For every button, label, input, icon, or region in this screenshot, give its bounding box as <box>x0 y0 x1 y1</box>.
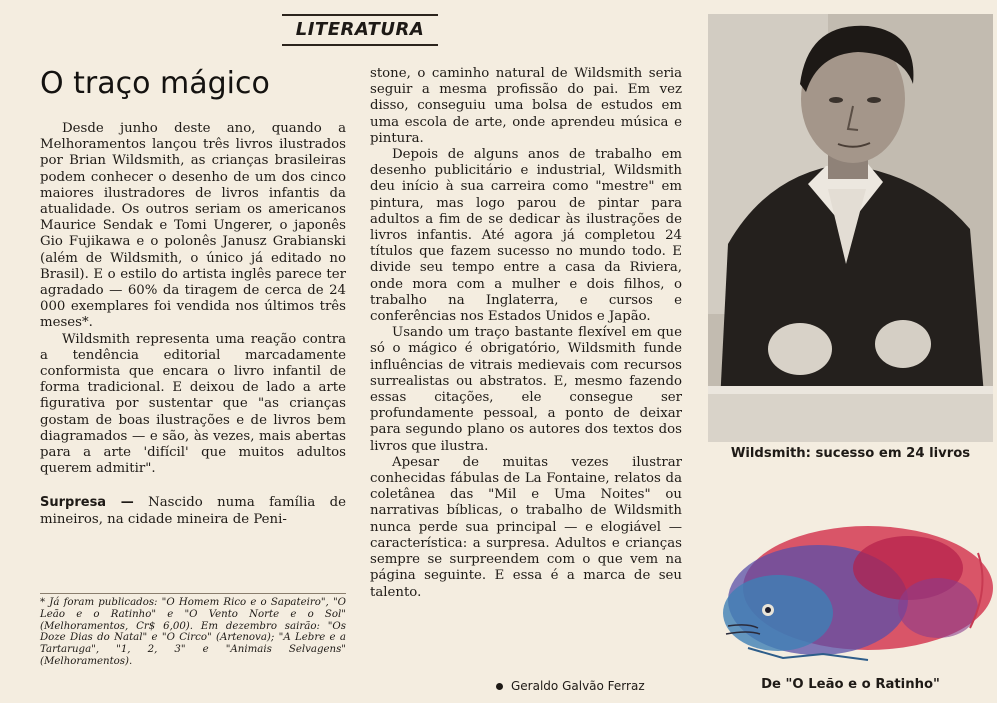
subhead: Surpresa — <box>40 495 134 511</box>
paragraph <box>40 495 346 527</box>
byline <box>496 678 686 694</box>
paragraph: Wildsmith representa uma reação contra a tendência editorial marcadamente conformista que encara o livro infantil de forma tradicional. E deixou de lado a arte figurativa por sustentar que "as crianças gostam de boas ilustrações e de livros bem diagramados — e são, às vezes, mais abertas para a arte 'difícil' que muitos adultos querem admitir". <box>40 331 346 477</box>
article-column-2 <box>370 66 682 601</box>
portrait-illustration <box>708 14 993 442</box>
illustration-caption: De "O Leão e o Ratinho" <box>761 677 940 692</box>
paragraph: Usando um traço bastante flexível em que só o mágico é obrigatório, Wildsmith funde influências de vitrais medievais com recursos surrealistas ou abstratos. E, mesmo fazendo essas citações, ele consegue ser profundamente pessoal, a ponto de deixar para segundo plano os autores dos textos dos livros que ilustra. <box>370 325 682 454</box>
article-column-1 <box>40 121 346 528</box>
bullet-icon <box>496 683 503 690</box>
paragraph: Depois de alguns anos de trabalho em desenho publicitário e industrial, Wildsmith deu início à sua carreira como "mestre" em pintura, mas logo parou de pintar para adultos a fim de se dedicar às ilustrações de livros infantis. Até agora já completou 24 títulos que fazem sucesso no mundo todo. E divide seu tempo entre a casa da Riviera, onde mora com a mulher e dois filhos, o trabalho na Inglaterra, e cursos e conferências nos Estados Unidos e Japão. <box>370 147 682 325</box>
illustration <box>708 508 993 673</box>
section-label: LITERATURA <box>282 14 438 46</box>
paragraph: Apesar de muitas vezes ilustrar conhecidas fábulas de La Fontaine, relatos da coletânea das "Mil e Uma Noites" ou narrativas bíblicas, o trabalho de Wildsmith nunca perde sua principal — e elogiável — característica: a surpresa. Adultos e crianças sempre se surpreendem com o que vem na página seguinte. E essa é a marca de seu talento. <box>370 454 682 600</box>
paragraph-text: Nascido numa família de mineiros, na cidade mineira de Peni- <box>40 495 346 527</box>
paragraph: Desde junho deste ano, quando a Melhoramentos lançou três livros ilustrados por Brian Wildsmith, as crianças brasileiras podem conhecer o desenho de um dos cinco maiores ilustradores de livros infantis da atualidade. Os outros seriam os americanos Maurice Sendak e Tomi Ungerer, o japonês Gio Fujikawa e o polonês Janusz Grabianski (além de Wildsmith, o único já editado no Brasil). E o estilo do artista inglês parece ter agradado — 60% da tiragem de cerca de 24 000 exemplares foi vendida nos últimos três meses*. <box>40 121 346 331</box>
paragraph: stone, o caminho natural de Wildsmith seria seguir a mesma profissão do pai. Em vez disso, conseguiu uma bolsa de estudos em uma escola de arte, onde aprendeu música e pintura. <box>370 66 682 146</box>
photo-caption: Wildsmith: sucesso em 24 livros <box>730 446 971 461</box>
author-photo <box>708 14 993 442</box>
author-name: Geraldo Galvão Ferraz <box>511 679 645 693</box>
footnote: * Já foram publicados: "O Homem Rico e o Sapateiro", "O Leão e o Ratinho" e "O Vento Norte e o Sol" (Melhoramentos, Cr$ 6,00). Em dezembro sairão: "Os Doze Dias do Natal" e "O Circo" (Artenova); "A Lebre e a Tartaruga", "1, 2, 3" e "Animais Selvagens" (Melhoramentos). <box>40 593 346 668</box>
mouse-illustration <box>708 508 993 673</box>
article-headline: O traço mágico <box>40 66 270 101</box>
